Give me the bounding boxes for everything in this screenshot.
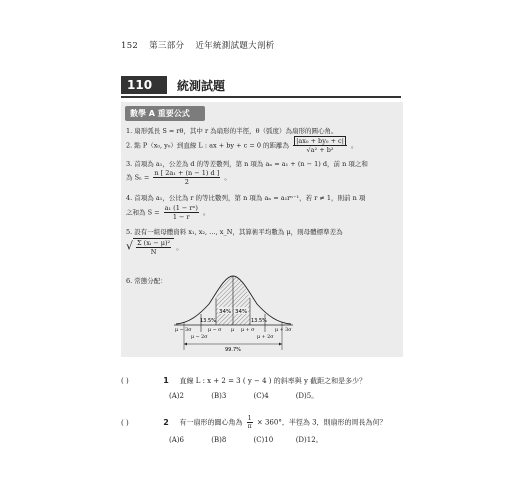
question-number-1: 1 [163,376,169,385]
formula-3-denominator: 2 [184,178,189,186]
tick-minus-2sigma: μ − 2σ [191,335,208,340]
options-2 [169,435,336,445]
tick-plus-sigma: μ + σ [241,328,255,333]
option-1c: (C)4 [253,392,269,400]
formula-3-fraction [153,169,220,186]
formula-2-fraction [293,137,347,154]
formula-2-prefix: 2. 點 P（x₀, y₀）到直線 L : ax + by + c = 0 的距離為 [126,141,290,150]
formula-2-numerator: |ax₀ + by₀ + c| [296,137,344,145]
tick-plus-2sigma: μ + 2σ [257,335,274,340]
question-number-2: 2 [163,417,169,427]
options-1 [169,391,336,401]
option-2c: (C)10 [253,436,274,444]
question-text-2b: × 360°，半徑為 3，則扇形的周長為何？ [256,418,387,427]
year-label: 110 [121,76,167,94]
formula-3-numerator: n [ 2a₁ + (n − 1) d ] [154,169,220,177]
formula-4-denominator: 1 − r [172,213,190,221]
question-text-2a: 有一扇形的圓心角為 [179,418,243,427]
tick-minus-sigma: μ − σ [208,328,222,333]
question-text-1: 直線 L : x + 2 = 3 ( y − 4 ) 的斜率與 y 截距之和是多少？ [179,377,367,385]
formula-5-line1: 5. 設有一組母體資料 x₁, x₂, …, x_N，其算術平均數為 μ，則母體標準差為 [126,228,343,236]
option-1b: (B)3 [211,392,227,400]
part-label: 第三部分 [149,41,185,51]
pct-mid-right: 13.5% [251,318,267,324]
formula-6: 6. 常態分配： [126,277,167,285]
tick-minus-3sigma: μ − 3σ [175,328,192,333]
question-2-fraction [247,415,253,430]
formula-tag: 數學 A 重要公式 [125,106,205,121]
formula-5-fraction [136,239,171,256]
section-title-bar [121,76,401,94]
question-2 [121,415,387,430]
formula-4-line2 [126,204,209,221]
formula-5-period: 。 [176,243,183,252]
page-number: 152 [121,41,139,51]
option-2d: (D)12。 [295,436,323,444]
formula-1: 1. 扇形弧長 S = rθ，其中 r 為扇形的半徑，θ（弧度）為扇形的圓心角。 [126,127,338,135]
tick-mu: μ [231,328,235,333]
formula-5-denominator: N [150,248,157,256]
formula-4-line1: 4. 首項為 a₁，公比為 r 的等比數列，第 n 項為 aₙ = a₁rⁿ⁻¹，若 r ≠ 1，則前 n 項 [126,194,366,202]
section-title: 統測試題 [177,79,226,93]
formula-5-numerator: Σ (xᵢ − μ)² [137,239,171,247]
pct-inner-right: 34% [235,309,248,315]
formula-2-period: 。 [350,141,358,150]
formula-3-line1: 3. 首項為 a₁，公差為 d 的等差數列，第 n 項為 aₙ = a₁ + (n − 1) d，前 n 項之和 [126,160,368,168]
book-title: 近年統測試題大剖析 [195,41,275,51]
question-2-frac-num: 1 [247,415,252,422]
pct-mid-left: 13.5% [200,318,216,324]
formula-panel [121,102,403,357]
page-header [121,39,283,51]
formula-4-period: 。 [202,208,210,217]
formula-4-fraction [164,204,199,221]
formula-3-prefix: 為 Sₙ = [126,173,150,182]
pct-inner-left: 34% [219,309,232,315]
answer-blank-2: ( ) [121,418,129,427]
formula-2-denominator: √a² + b² [306,146,334,154]
formula-3-line2 [126,169,231,186]
option-1d: (D)5。 [295,392,319,400]
formula-2 [126,137,357,154]
formula-5-line2: √ $\frac{\text{Σ (xᵢ − μ)²}}{N}$ 。 [126,239,183,256]
title-divider [121,96,401,98]
option-1a: (A)2 [169,392,184,400]
option-2a: (A)6 [169,436,184,444]
tick-plus-3sigma: μ + 3σ [275,328,292,333]
option-2b: (B)8 [211,436,227,444]
formula-4-numerator: a₁ (1 − rⁿ) [164,204,198,212]
formula-4-prefix: 之和為 S = [126,208,160,217]
answer-blank-1: ( ) [121,377,129,385]
pct-total: 99.7% [225,347,241,352]
question-2-frac-den: π [247,423,252,430]
formula-3-period: 。 [224,173,231,182]
normal-distribution-diagram [171,270,301,352]
question-1 [121,376,366,386]
